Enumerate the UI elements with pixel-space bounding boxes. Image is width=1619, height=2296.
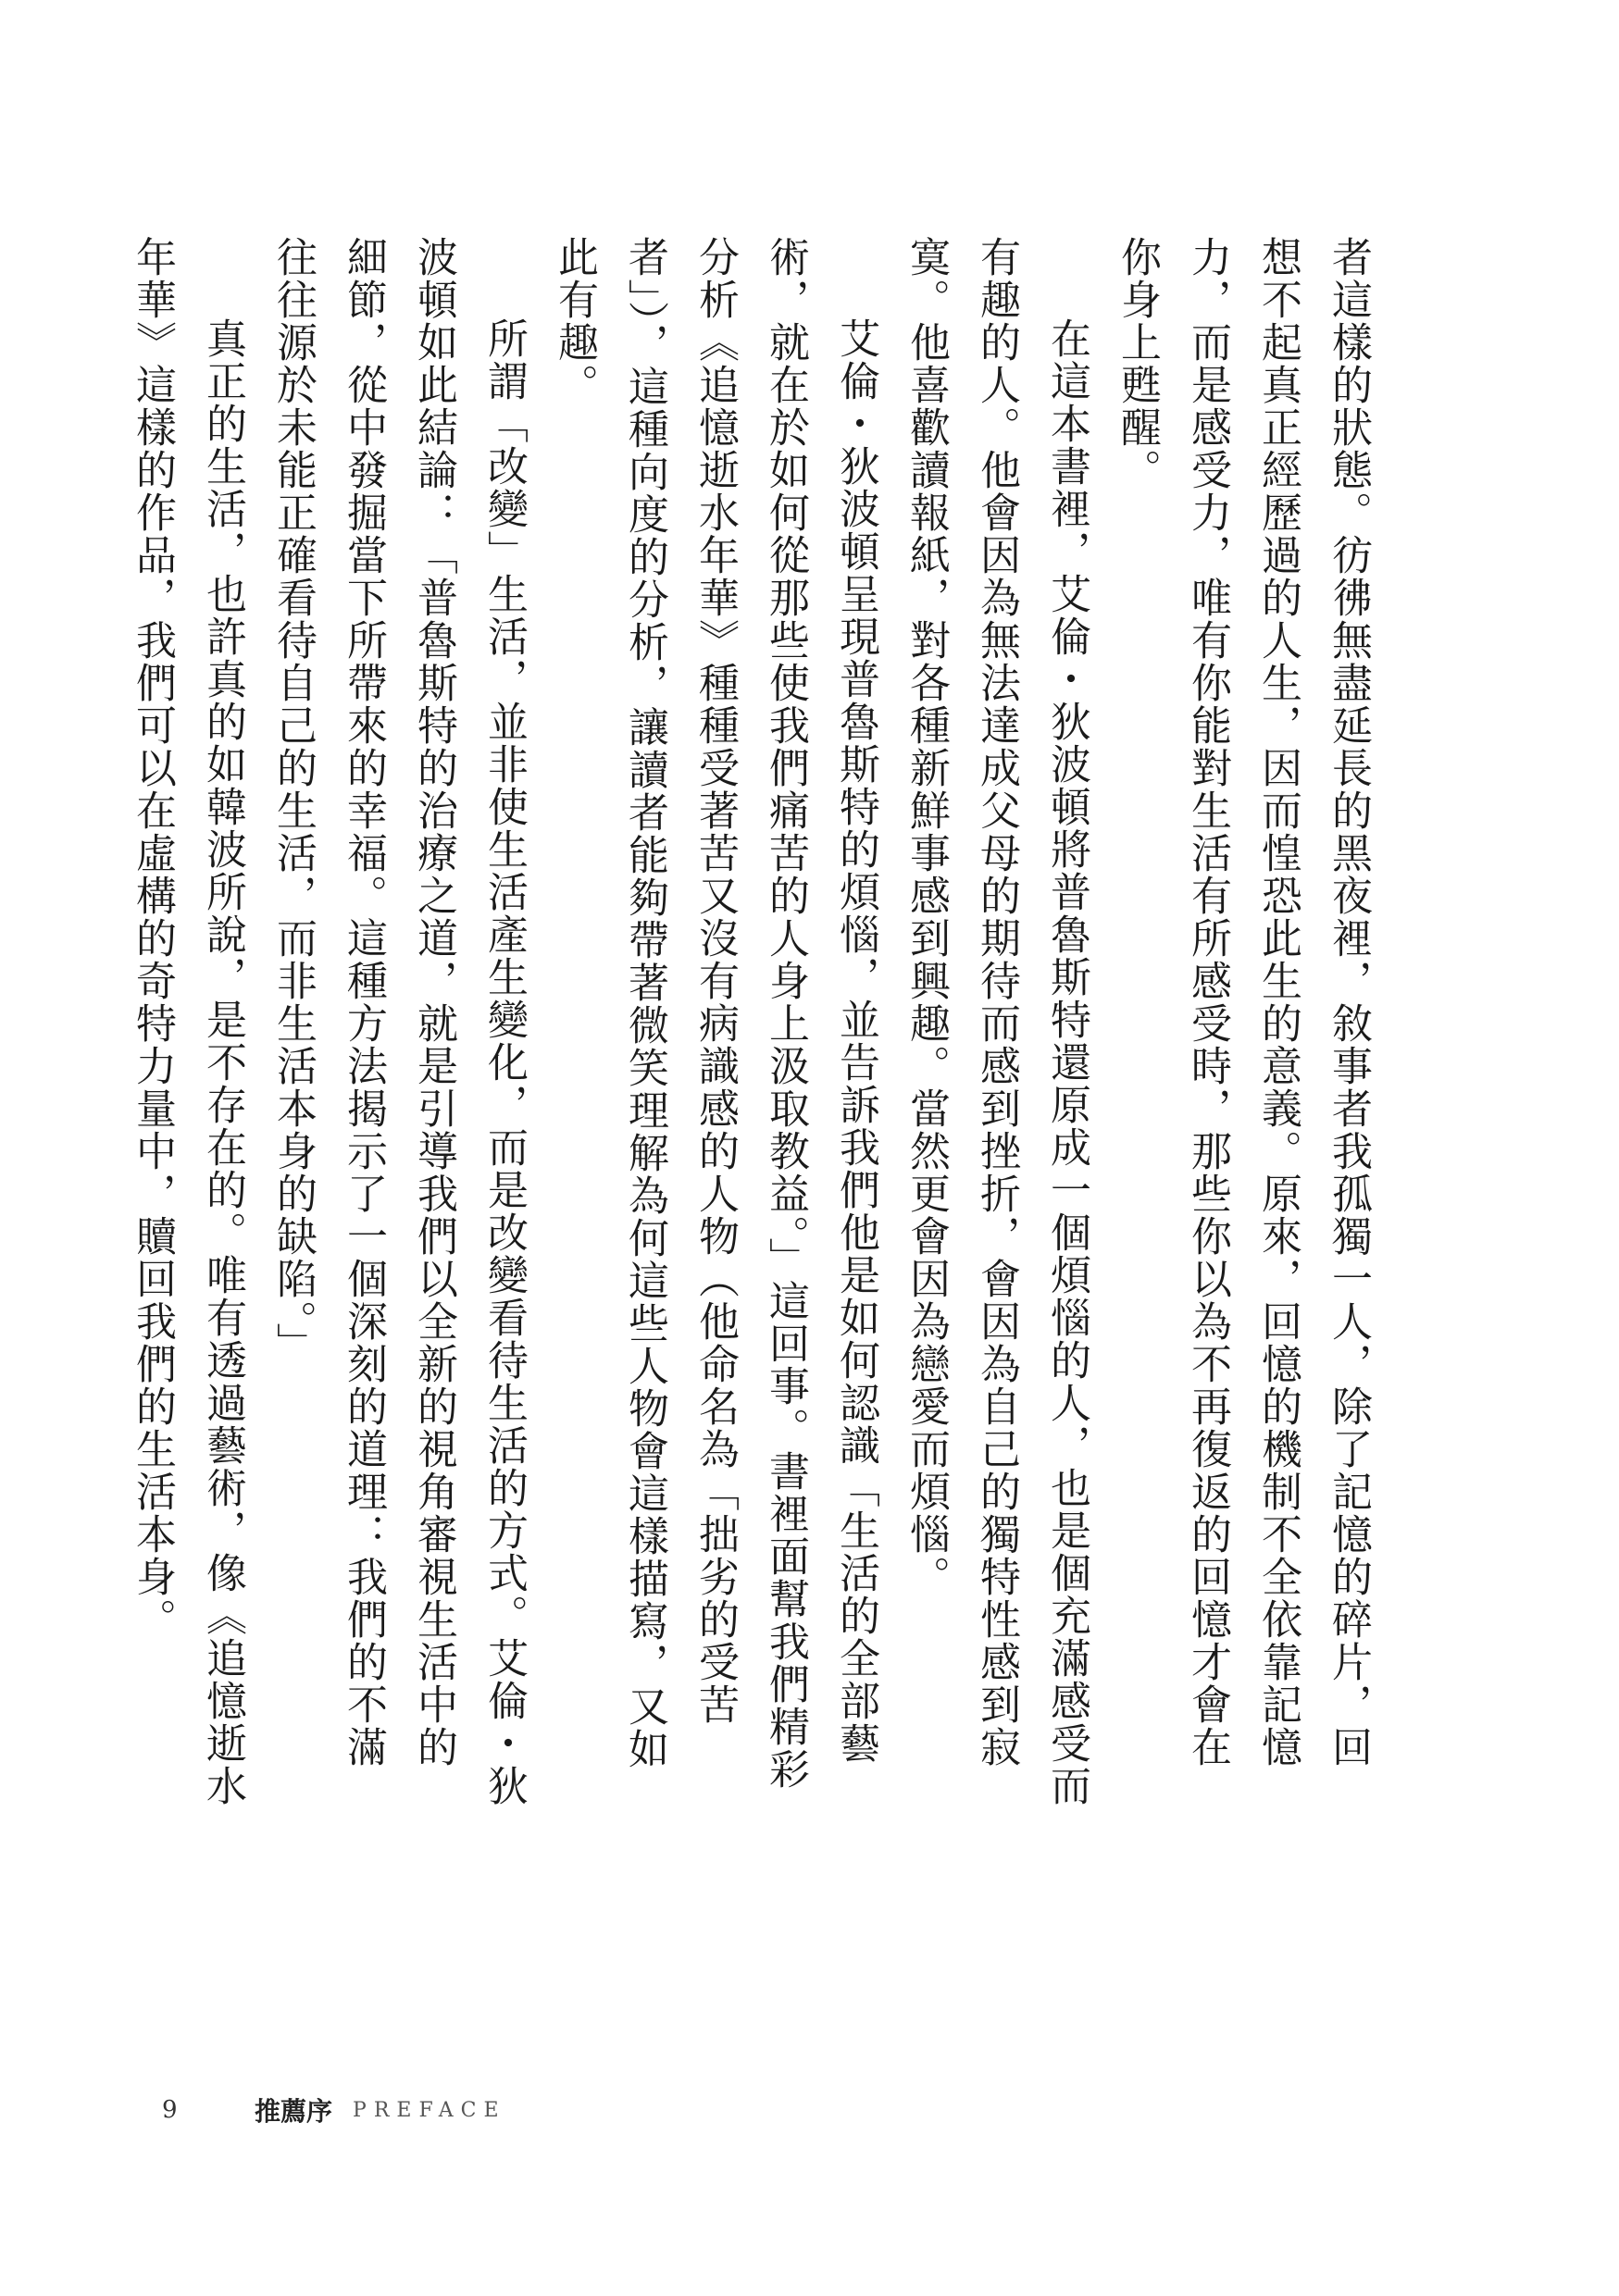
- paragraph-3: 艾倫・狄波頓呈現普魯斯特的煩惱，並告訴我們他是如何認識「生活的全部藝術，就在於如何從那些使我們痛苦的人身上汲取教益。」這回事。書裡面幫我們精彩分析《追憶逝水年華》種種受著苦又沒有病識感的人物（他命名為「拙劣的受苦者」），這種向度的分析，讓讀者能夠帶著微笑理解為何這些人物會這樣描寫，又如此有趣。: [551, 236, 879, 1791]
- paragraph-5: 真正的生活，也許真的如韓波所說，是不存在的。唯有透過藝術，像《追憶逝水年華》這樣的作品，我們可以在虛構的奇特力量中，贖回我們的生活本身。: [129, 236, 246, 1807]
- section-title: 推薦序: [255, 2096, 333, 2127]
- paragraph-1: 者這樣的狀態。彷彿無盡延長的黑夜裡，敘事者我孤獨一人，除了記憶的碎片，回想不起真正經歷過的人生，因而惶恐此生的意義。原來，回憶的機制不全依靠記憶力，而是感受力，唯有你能對生活有所感受時，那些你以為不再復返的回憶才會在你身上甦醒。: [1114, 236, 1372, 1769]
- page-number: 9: [162, 2096, 178, 2124]
- paragraph-2: 在這本書裡，艾倫・狄波頓將普魯斯特還原成一個煩惱的人，也是個充滿感受而有趣的人。他會因為無法達成父母的期待而感到挫折，會因為自己的獨特性感到寂寞。他喜歡讀報紙，對各種新鮮事感到興趣。當然更會因為戀愛而煩惱。: [903, 236, 1090, 1807]
- vertical-body-text: [129, 236, 1383, 1809]
- paragraph-4: 所謂「改變」生活，並非使生活產生變化，而是改變看待生活的方式。艾倫・狄波頓如此結論：「普魯斯特的治療之道，就是引導我們以全新的視角審視生活中的細節，從中發掘當下所帶來的幸福。這種方法揭示了一個深刻的道理：我們的不滿往往源於未能正確看待自己的生活，而非生活本身的缺陷。」: [269, 236, 528, 1807]
- section-title-en: PREFACE: [353, 2098, 506, 2122]
- page-footer: [162, 2091, 506, 2128]
